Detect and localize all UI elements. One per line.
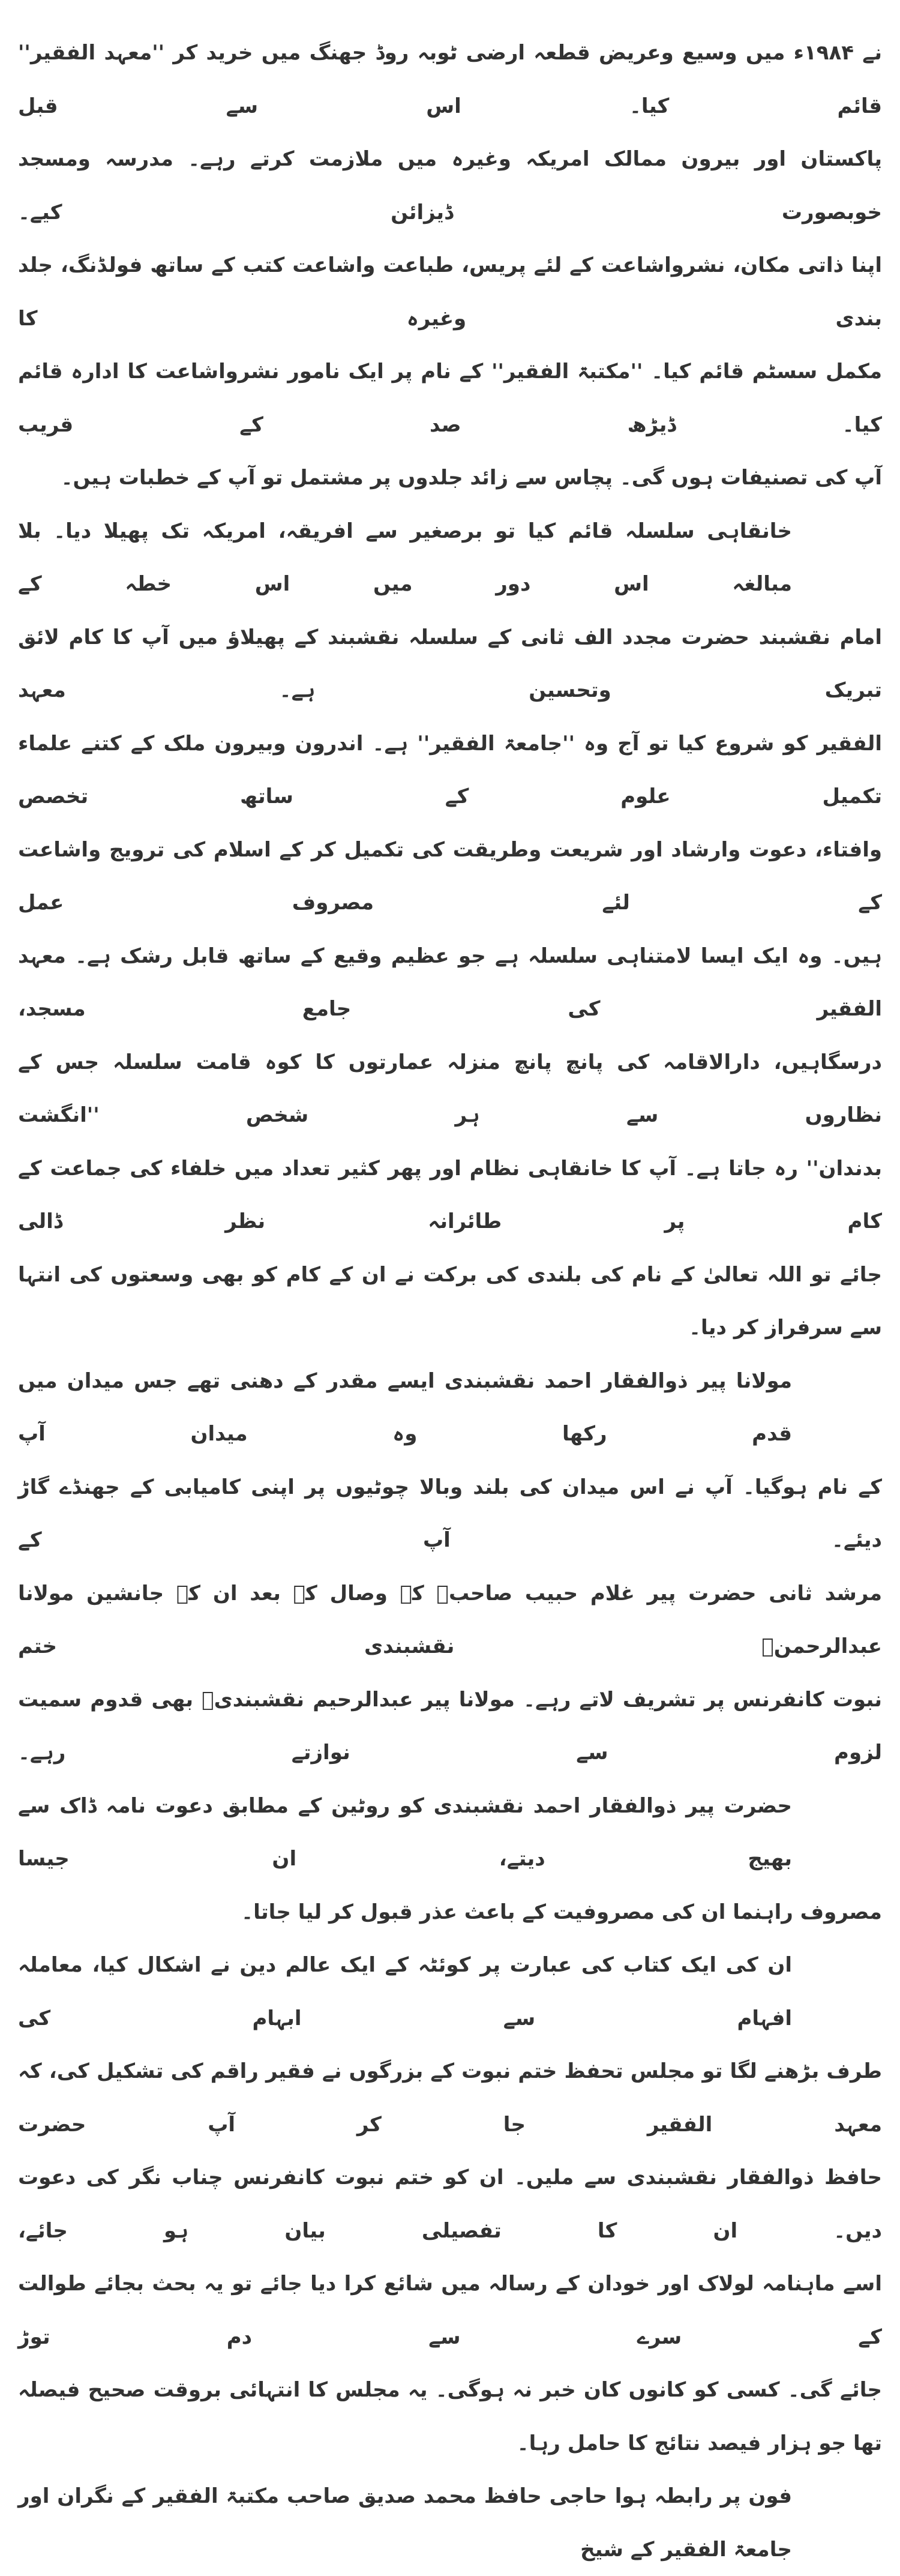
- text-line: حضرت پیر ذوالفقار احمد نقشبندی کو روٹین کے مطابق دعوت نامہ ڈاک سے بھیج دیتے، ان جیسا: [18, 1793, 792, 1871]
- text-line: اپنا ذاتی مکان، نشرواشاعت کے لئے پریس، طباعت واشاعت کتب کے ساتھ فولڈنگ، جلد بندی وغیرہ کا: [18, 253, 882, 331]
- text-line: آپ کی تصنیفات ہوں گی۔ پچاس سے زائد جلدوں پر مشتمل تو آپ کے خطبات ہیں۔: [61, 466, 882, 490]
- text-line: کے نام ہوگیا۔ آپ نے اس میدان کی بلند وبالا چوٹیوں پر اپنی کامیابی کے جھنڈے گاڑ دیئے۔ آپ کے: [18, 1475, 882, 1552]
- text-line: جائے گی۔ کسی کو کانوں کان خبر نہ ہوگی۔ یہ مجلس کا انتہائی بروقت صحیح فیصلہ تھا جو ہزار فیصد نتائج کا حامل رہا۔: [18, 2378, 882, 2455]
- text-line: اسے ماہنامہ لولاک اور خودان کے رسالہ میں شائع کرا دیا جائے تو یہ بحث بجائے طوالت کے سرے سے دم توڑ: [18, 2272, 882, 2349]
- text-line: طرف بڑھنے لگا تو مجلس تحفظ ختم نبوت کے بزرگوں نے فقیر راقم کی تشکیل کی، کہ معہد الفقیر جا کر آپ حضرت: [18, 2059, 882, 2137]
- text-line: امام نقشبند حضرت مجدد الف ثانی کے سلسلہ نقشبند کے پھیلاؤ میں آپ کا کام لائق تبریک وتحسین ہے۔ معہد: [18, 625, 882, 702]
- text-line: مولانا پیر ذوالفقار احمد نقشبندی ایسے مقدر کے دھنی تھے جس میدان میں قدم رکھا وہ میدان آپ: [18, 1368, 792, 1446]
- text-line: نے ۱۹۸۴ء میں وسیع وعریض قطعہ ارضی ٹوبہ روڈ جھنگ میں خرید کر ''معہد الفقیر'' قائم کیا۔ اس سے قبل: [18, 41, 882, 118]
- text-line: بدندان'' رہ جاتا ہے۔ آپ کا خانقاہی نظام اور پھر کثیر تعداد میں خلفاء کی جماعت کے کام پر طائرانہ نظر ڈالی: [18, 1156, 882, 1233]
- text-line: مکمل سسٹم قائم کیا۔ ''مکتبۃ الفقیر'' کے نام پر ایک نامور نشرواشاعت کا ادارہ قائم کیا۔ ڈیڑھ صد کے قریب: [18, 360, 882, 437]
- text-line: درسگاہیں، دارالاقامہ کی پانچ پانچ منزلہ عمارتوں کا کوہ قامت سلسلہ جس کے نظاروں سے ہر شخص ''انگشت: [18, 1050, 882, 1127]
- text-line: ان کی ایک کتاب کی عبارت پر کوئٹہ کے ایک عالم دین نے اشکال کیا، معاملہ افہام سے ابہام کی: [18, 1953, 792, 2030]
- text-line: جائے تو اللہ تعالیٰ کے نام کی بلندی کی برکت نے ان کے کام کو بھی وسعتوں کی انتہا سے سرفراز کر دیا۔: [18, 1262, 882, 1340]
- text-line: ہیں۔ وہ ایک ایسا لامتناہی سلسلہ ہے جو عظیم وقیع کے ساتھ قابل رشک ہے۔ معہد الفقیر کی جامع مسجد،: [18, 943, 882, 1021]
- text-line: حافظ ذوالفقار نقشبندی سے ملیں۔ ان کو ختم نبوت کانفرنس چناب نگر کی دعوت دیں۔ ان کا تفصیلی بیان ہو جائے،: [18, 2165, 882, 2243]
- text-line: خانقاہی سلسلہ قائم کیا تو برصغیر سے افریقہ، امریکہ تک پھیلا دیا۔ بلا مبالغہ اس دور میں اس خطہ کے: [18, 519, 792, 596]
- text-line: وافتاء، دعوت وارشاد اور شریعت وطریقت کی تکمیل کر کے اسلام کی ترویج واشاعت کے لئے مصروف عمل: [18, 837, 882, 915]
- text-line: پاکستان اور بیرون ممالک امریکہ وغیرہ میں ملازمت کرتے رہے۔ مدرسہ ومسجد خوبصورت ڈیزائن کیے۔: [18, 147, 882, 224]
- text-line: نبوت کانفرنس پر تشریف لاتے رہے۔ مولانا پیر عبدالرحیم نقشبندیؒ بھی قدوم سمیت لزوم سے نوازتے رہے۔: [18, 1687, 882, 1765]
- text-line: مصروف راہنما ان کی مصروفیت کے باعث عذر قبول کر لیا جاتا۔: [241, 1900, 882, 1924]
- text-line: الفقیر کو شروع کیا تو آج وہ ''جامعۃ الفقیر'' ہے۔ اندرون وبیرون ملک کے کتنے علماء تکمیل علوم کے ساتھ تخصص: [18, 731, 882, 808]
- text-line: فون پر رابطہ ہوا حاجی حافظ محمد صدیق صاحب مکتبۃ الفقیر کے نگران اور جامعۃ الفقیر کے شیخ: [18, 2484, 792, 2562]
- document-page: [18, 26, 882, 2576]
- text-line: مرشد ثانی حضرت پیر غلام حبیب صاحبؒ کے وصال کے بعد ان کے جانشین مولانا عبدالرحمنؒ نقشبندی ختم: [18, 1581, 882, 1658]
